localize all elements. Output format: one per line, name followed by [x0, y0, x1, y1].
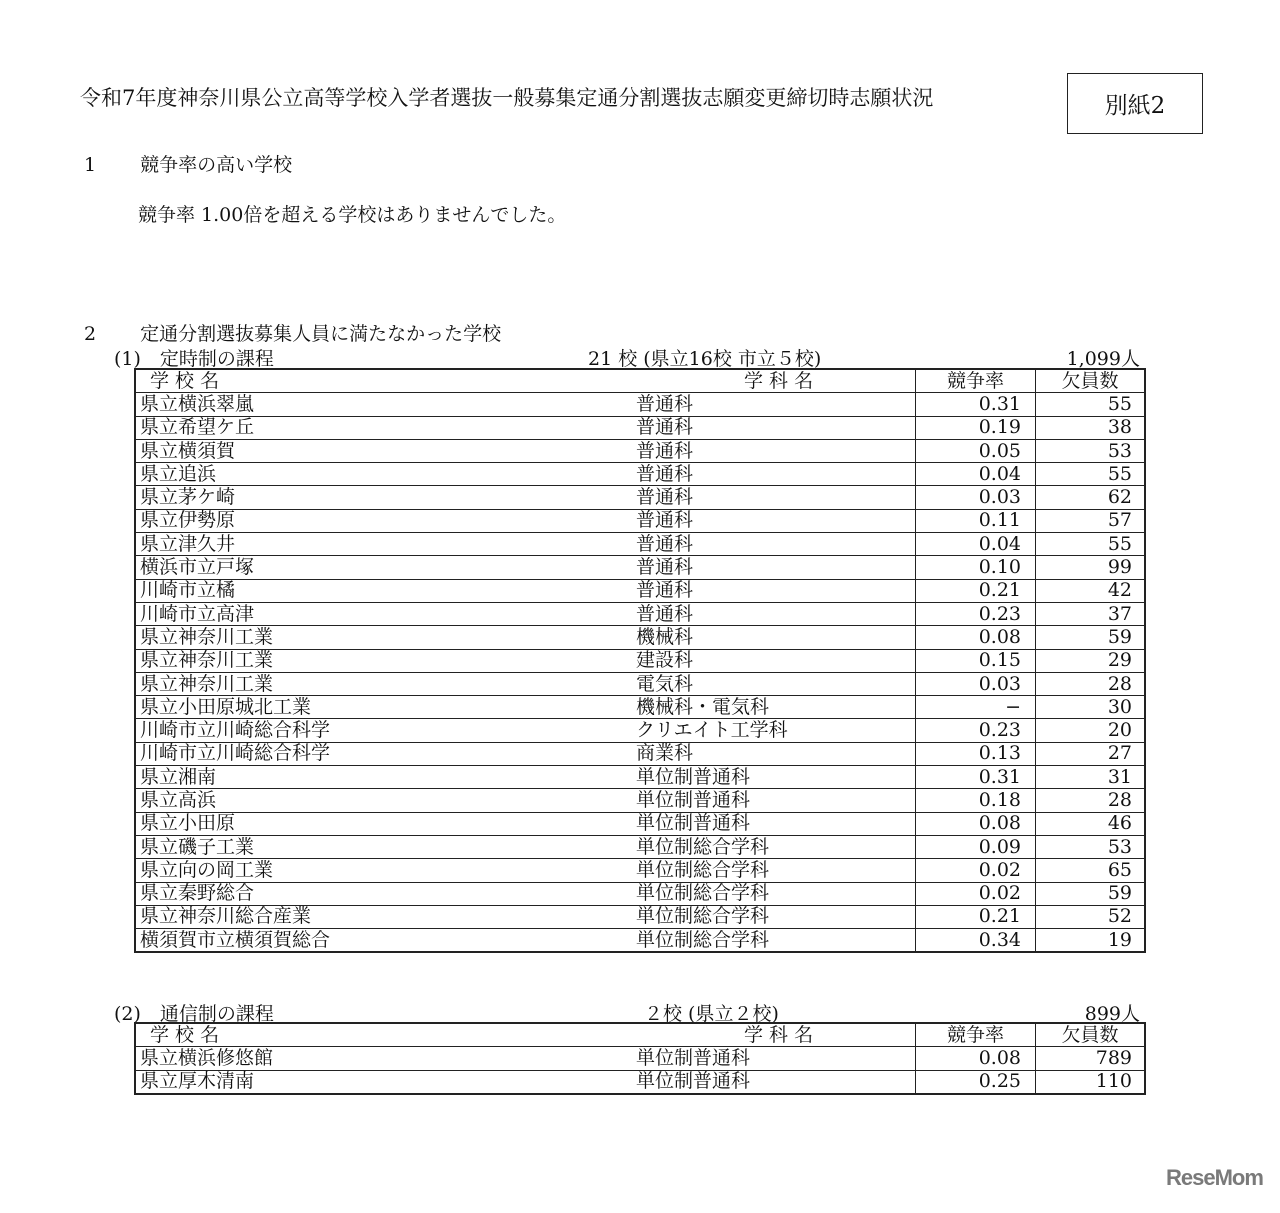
header-school: 学 校 名 — [135, 369, 632, 393]
competition-rate: 0.11 — [916, 509, 1036, 532]
table-row — [135, 882, 1145, 905]
department-label: 機械科 — [636, 625, 694, 648]
department-name — [632, 602, 916, 625]
department-name — [632, 1047, 916, 1070]
table-row — [135, 416, 1145, 439]
school-name: 県立茅ケ崎 — [135, 486, 632, 509]
department-name — [632, 486, 916, 509]
vacancy-count: 46 — [1036, 812, 1146, 835]
table-row — [135, 672, 1145, 695]
vacancy-count: 59 — [1036, 882, 1146, 905]
vacancy-count: 38 — [1036, 416, 1146, 439]
vacancy-count: 20 — [1036, 719, 1146, 742]
table-row — [135, 463, 1145, 486]
school-name: 県立厚木清南 — [135, 1070, 632, 1094]
department-name — [632, 696, 916, 719]
vacancy-count: 37 — [1036, 602, 1146, 625]
competition-rate: 0.21 — [916, 579, 1036, 602]
school-name: 川崎市立川崎総合科学 — [135, 719, 632, 742]
department-label: 商業科 — [636, 742, 694, 765]
table-row — [135, 742, 1145, 765]
department-label: 単位制普通科 — [636, 1046, 751, 1069]
header-dept-label: 学 科 名 — [744, 1023, 814, 1046]
table-row — [135, 696, 1145, 719]
table-row — [135, 439, 1145, 462]
vacancy-count: 62 — [1036, 486, 1146, 509]
header-dept — [632, 369, 916, 393]
part2-total: 899人 — [1084, 1003, 1140, 1025]
vacancy-count: 55 — [1036, 393, 1146, 416]
competition-rate: 0.23 — [916, 719, 1036, 742]
department-name — [632, 859, 916, 882]
school-name: 川崎市立高津 — [135, 602, 632, 625]
department-label: 単位制普通科 — [636, 788, 751, 811]
vacancy-count: 52 — [1036, 905, 1146, 928]
competition-rate: − — [916, 696, 1036, 719]
department-name — [632, 719, 916, 742]
header-rate: 競争率 — [916, 1023, 1036, 1047]
competition-rate: 0.19 — [916, 416, 1036, 439]
competition-rate: 0.18 — [916, 789, 1036, 812]
vacancy-count: 53 — [1036, 835, 1146, 858]
school-name: 県立小田原 — [135, 812, 632, 835]
department-name — [632, 416, 916, 439]
vacancy-count: 55 — [1036, 463, 1146, 486]
competition-rate: 0.10 — [916, 556, 1036, 579]
vacancy-count: 30 — [1036, 696, 1146, 719]
header-rate: 競争率 — [916, 369, 1036, 393]
table-row — [135, 533, 1145, 556]
department-name — [632, 649, 916, 672]
competition-rate: 0.15 — [916, 649, 1036, 672]
resemom-watermark: ReseMom — [1166, 1165, 1263, 1190]
school-name: 県立高浜 — [135, 789, 632, 812]
competition-rate: 0.02 — [916, 859, 1036, 882]
section-title: 定通分割選抜募集人員に満たなかった学校 — [140, 323, 502, 345]
school-name: 県立伊勢原 — [135, 509, 632, 532]
competition-rate: 0.31 — [916, 766, 1036, 789]
section-1-note: 競争率 1.00倍を超える学校はありませんでした。 — [138, 204, 567, 226]
department-name — [632, 556, 916, 579]
competition-rate: 0.03 — [916, 672, 1036, 695]
department-label: 普通科 — [636, 579, 694, 602]
competition-rate: 0.04 — [916, 533, 1036, 556]
department-label: 単位制総合学科 — [636, 928, 770, 951]
section-title: 競争率の高い学校 — [140, 154, 293, 176]
vacancy-count: 27 — [1036, 742, 1146, 765]
department-name — [632, 1070, 916, 1094]
competition-rate: 0.04 — [916, 463, 1036, 486]
department-label: 単位制普通科 — [636, 1070, 751, 1093]
department-name — [632, 509, 916, 532]
department-label: 単位制総合学科 — [636, 905, 770, 928]
department-label: 普通科 — [636, 439, 694, 462]
section-number: 2 — [84, 323, 97, 345]
department-name — [632, 766, 916, 789]
vacancy-count: 28 — [1036, 789, 1146, 812]
competition-rate: 0.21 — [916, 905, 1036, 928]
part1-label: (1) 定時制の課程 — [114, 348, 274, 370]
competition-rate: 0.31 — [916, 393, 1036, 416]
department-label: 普通科 — [636, 509, 694, 532]
department-name — [632, 533, 916, 556]
table-row — [135, 812, 1145, 835]
school-name: 県立横浜翠嵐 — [135, 393, 632, 416]
table-row — [135, 556, 1145, 579]
school-name: 県立磯子工業 — [135, 835, 632, 858]
part2-count: ２校 (県立２校) — [644, 1003, 779, 1025]
part2-table — [134, 1022, 1146, 1095]
header-school: 学 校 名 — [135, 1023, 632, 1047]
table-header — [135, 1023, 1145, 1047]
vacancy-count: 59 — [1036, 626, 1146, 649]
school-name: 県立横須賀 — [135, 439, 632, 462]
department-name — [632, 742, 916, 765]
part2-label: (2) 通信制の課程 — [114, 1003, 274, 1025]
competition-rate: 0.03 — [916, 486, 1036, 509]
school-name: 県立神奈川工業 — [135, 649, 632, 672]
department-name — [632, 905, 916, 928]
vacancy-count: 55 — [1036, 533, 1146, 556]
header-vacancy: 欠員数 — [1036, 369, 1146, 393]
part1-total: 1,099人 — [1066, 348, 1140, 370]
department-label: 単位制総合学科 — [636, 858, 770, 881]
competition-rate: 0.25 — [916, 1070, 1036, 1094]
table-row — [135, 789, 1145, 812]
competition-rate: 0.02 — [916, 882, 1036, 905]
department-label: クリエイト工学科 — [636, 719, 788, 742]
school-name: 県立小田原城北工業 — [135, 696, 632, 719]
vacancy-count: 65 — [1036, 859, 1146, 882]
department-label: 普通科 — [636, 556, 694, 579]
department-label: 電気科 — [636, 672, 694, 695]
table-row — [135, 905, 1145, 928]
school-name: 県立津久井 — [135, 533, 632, 556]
document-title: 令和7年度神奈川県公立高等学校入学者選抜一般募集定通分割選抜志願変更締切時志願状況 — [80, 86, 934, 110]
vacancy-count: 57 — [1036, 509, 1146, 532]
vacancy-count: 110 — [1036, 1070, 1146, 1094]
vacancy-count: 19 — [1036, 929, 1146, 953]
competition-rate: 0.08 — [916, 1047, 1036, 1070]
department-label: 普通科 — [636, 462, 694, 485]
department-name — [632, 439, 916, 462]
section-1-heading — [84, 150, 292, 177]
vacancy-count: 42 — [1036, 579, 1146, 602]
competition-rate: 0.08 — [916, 626, 1036, 649]
school-name: 川崎市立橘 — [135, 579, 632, 602]
header-dept — [632, 1023, 916, 1047]
school-name: 県立向の岡工業 — [135, 859, 632, 882]
school-name: 県立湘南 — [135, 766, 632, 789]
school-name: 県立希望ケ丘 — [135, 416, 632, 439]
header-vacancy: 欠員数 — [1036, 1023, 1146, 1047]
table-row — [135, 393, 1145, 416]
table-row — [135, 766, 1145, 789]
vacancy-count: 28 — [1036, 672, 1146, 695]
department-name — [632, 929, 916, 953]
vacancy-count: 31 — [1036, 766, 1146, 789]
department-label: 単位制普通科 — [636, 765, 751, 788]
section-number: 1 — [84, 154, 97, 176]
school-name: 県立秦野総合 — [135, 882, 632, 905]
competition-rate: 0.09 — [916, 835, 1036, 858]
competition-rate: 0.23 — [916, 602, 1036, 625]
attachment-badge: 別紙2 — [1067, 73, 1203, 134]
vacancy-count: 53 — [1036, 439, 1146, 462]
department-label: 単位制総合学科 — [636, 882, 770, 905]
department-label: 機械科・電気科 — [636, 695, 770, 718]
department-name — [632, 835, 916, 858]
school-name: 県立神奈川工業 — [135, 626, 632, 649]
competition-rate: 0.05 — [916, 439, 1036, 462]
department-name — [632, 882, 916, 905]
department-name — [632, 393, 916, 416]
vacancy-count: 789 — [1036, 1047, 1146, 1070]
school-name: 県立神奈川総合産業 — [135, 905, 632, 928]
part1-count: 21 校 (県立16校 市立５校) — [588, 348, 822, 370]
department-name — [632, 812, 916, 835]
table-row — [135, 859, 1145, 882]
department-name — [632, 789, 916, 812]
school-name: 横浜市立戸塚 — [135, 556, 632, 579]
table-row — [135, 602, 1145, 625]
department-name — [632, 626, 916, 649]
part1-table — [134, 368, 1146, 953]
department-label: 普通科 — [636, 486, 694, 509]
table-row — [135, 929, 1145, 953]
header-dept-label: 学 科 名 — [744, 369, 814, 392]
vacancy-count: 29 — [1036, 649, 1146, 672]
table-row — [135, 509, 1145, 532]
table-row — [135, 1047, 1145, 1070]
table-row — [135, 835, 1145, 858]
department-label: 普通科 — [636, 532, 694, 555]
department-label: 普通科 — [636, 392, 694, 415]
school-name: 県立横浜修悠館 — [135, 1047, 632, 1070]
school-name: 県立追浜 — [135, 463, 632, 486]
table-row — [135, 579, 1145, 602]
school-name: 川崎市立川崎総合科学 — [135, 742, 632, 765]
competition-rate: 0.13 — [916, 742, 1036, 765]
department-label: 建設科 — [636, 649, 694, 672]
school-name: 横須賀市立横須賀総合 — [135, 929, 632, 953]
department-label: 単位制総合学科 — [636, 835, 770, 858]
vacancy-count: 99 — [1036, 556, 1146, 579]
department-name — [632, 579, 916, 602]
table-row — [135, 719, 1145, 742]
competition-rate: 0.34 — [916, 929, 1036, 953]
table-row — [135, 649, 1145, 672]
department-label: 普通科 — [636, 602, 694, 625]
competition-rate: 0.08 — [916, 812, 1036, 835]
department-name — [632, 672, 916, 695]
department-label: 単位制普通科 — [636, 812, 751, 835]
department-label: 普通科 — [636, 416, 694, 439]
table-row — [135, 486, 1145, 509]
table-header — [135, 369, 1145, 393]
table-row — [135, 626, 1145, 649]
table-row — [135, 1070, 1145, 1094]
school-name: 県立神奈川工業 — [135, 672, 632, 695]
department-name — [632, 463, 916, 486]
section-2-heading — [84, 319, 501, 346]
